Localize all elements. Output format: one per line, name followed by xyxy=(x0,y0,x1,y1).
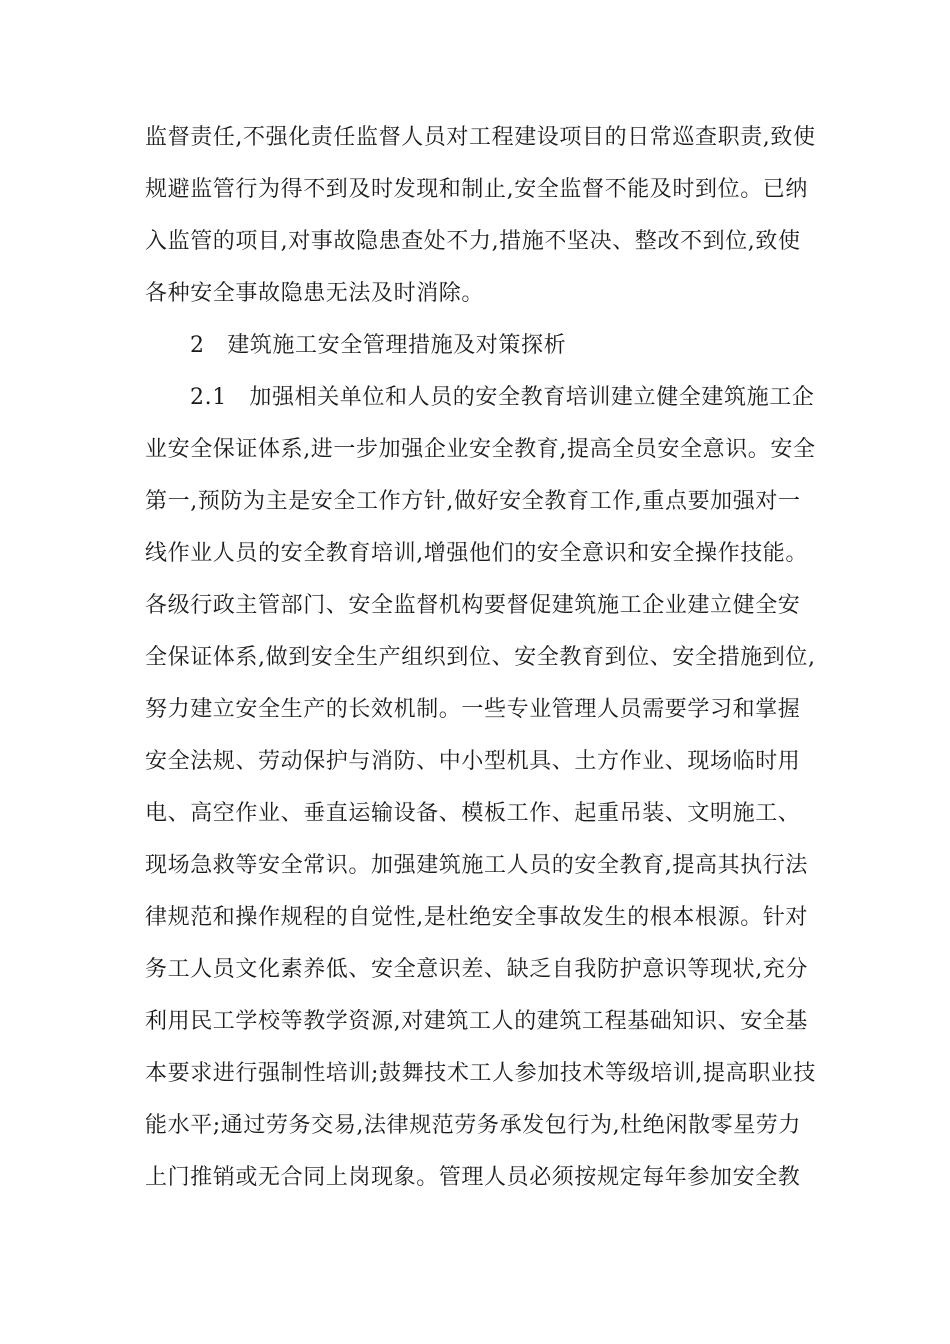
text-line-18: 利用民工学校等教学资源,对建筑工人的建筑工程基础知识、安全基 xyxy=(145,1009,808,1034)
text-line-8: 第一,预防为主是安全工作方针,做好安全教育工作,重点要加强对一 xyxy=(145,489,801,514)
text-line-3: 入监管的项目,对事故隐患查处不力,措施不坚决、整改不到位,致使 xyxy=(145,229,801,254)
text-line-12: 努力建立安全生产的长效机制。一些专业管理人员需要学习和掌握 xyxy=(145,697,801,722)
text-line-19: 本要求进行强制性培训;鼓舞技术工人参加技术等级培训,提高职业技 xyxy=(145,1061,817,1086)
text-line-9: 线作业人员的安全教育培训,增强他们的安全意识和安全操作技能。 xyxy=(145,541,808,566)
text-line-7: 业安全保证体系,进一步加强企业安全教育,提高全员安全意识。安全 xyxy=(145,437,816,462)
text-line-20: 能水平;通过劳务交易,法律规范劳务承发包行为,杜绝闲散零星劳力 xyxy=(145,1113,802,1138)
text-line-4: 各种安全事故隐患无法及时消除。 xyxy=(145,281,485,306)
text-line-16: 律规范和操作规程的自觉性,是杜绝安全事故发生的根本根源。针对 xyxy=(145,905,808,930)
text-line-15: 现场急救等安全常识。加强建筑施工人员的安全教育,提高其执行法 xyxy=(145,853,808,878)
text-line-14: 电、高空作业、垂直运输设备、模板工作、起重吊装、文明施工、 xyxy=(145,801,801,826)
text-line-13: 安全法规、劳动保护与消防、中小型机具、土方作业、现场临时用 xyxy=(145,749,801,774)
text-line-10: 各级行政主管部门、安全监督机构要督促建筑施工企业建立健全安 xyxy=(145,593,801,618)
text-line-2: 规避监管行为得不到及时发现和制止,安全监督不能及时到位。已纳 xyxy=(145,177,808,202)
text-line-21: 上门推销或无合同上岗现象。管理人员必须按规定每年参加安全教 xyxy=(145,1165,801,1190)
text-line-17: 务工人员文化素养低、安全意识差、缺乏自我防护意识等现状,充分 xyxy=(145,957,808,982)
text-line-1: 监督责任,不强化责任监督人员对工程建设项目的日常巡查职责,致使 xyxy=(145,125,816,150)
text-line-11: 全保证体系,做到安全生产组织到位、安全教育到位、安全措施到位, xyxy=(145,645,816,670)
subsection-heading: 2.1 加强相关单位和人员的安全教育培训建立健全建筑施工企 xyxy=(190,385,815,410)
section-heading: 2 建筑施工安全管理措施及对策探析 xyxy=(190,333,567,358)
